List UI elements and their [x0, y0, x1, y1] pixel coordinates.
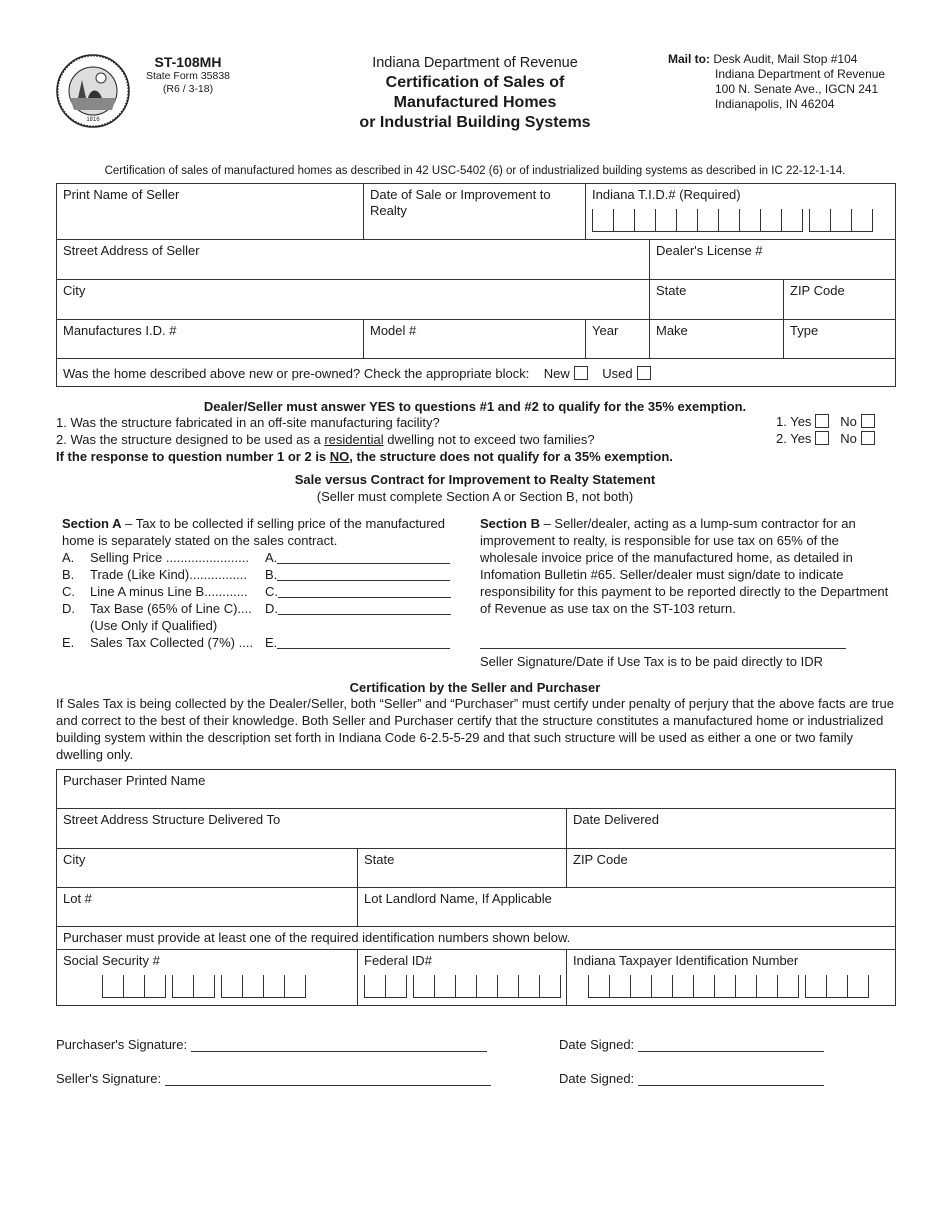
- certification-text: If Sales Tax is being collected by the Dealer/Seller, both “Seller” and “Purchaser” must certify under penalty of perjury that the above facts are true and correct to the best of their knowledge. Both Seller and Purchaser certify that the structure constitutes a manufactured home or industrialized building system within the description set forth in Indiana Code 6-2.5-5-29 and that such structure will be used as either a one or two family dwelling only.: [56, 696, 894, 762]
- title-line-1: Certification of Sales of: [385, 74, 565, 91]
- seller-state-field[interactable]: [650, 280, 784, 320]
- q2-yes-checkbox[interactable]: [815, 431, 829, 445]
- purchaser-zip-label: ZIP Code: [573, 852, 628, 867]
- purchaser-date-label: Date Signed:: [559, 1037, 635, 1052]
- line-a-name: Selling Price .......................: [90, 550, 249, 565]
- question-1: 1. Was the structure fabricated in an off-site manufacturing facility?: [56, 415, 440, 430]
- agency-name: Indiana Department of Revenue: [372, 55, 578, 71]
- sale-vs-contract-subtitle: (Seller must complete Section A or Section B, not both): [316, 489, 634, 504]
- purchaser-info-table: [56, 769, 896, 1006]
- new-preowned-question: Was the home described above new or pre-owned? Check the appropriate block:: [63, 366, 530, 381]
- purchaser-city-label: City: [63, 852, 86, 867]
- date-of-sale-label: Date of Sale or Improvement to Realty: [370, 187, 551, 218]
- seller-street-field[interactable]: [57, 240, 650, 280]
- seller-city-label: City: [63, 283, 86, 298]
- dealer-license-field[interactable]: [650, 240, 896, 280]
- seller-signature-line[interactable]: [165, 1085, 491, 1086]
- ssn-boxes[interactable]: [102, 975, 351, 998]
- itin-label: Indiana Taxpayer Identification Number: [573, 953, 799, 968]
- line-e-input[interactable]: [277, 634, 450, 649]
- seller-zip-label: ZIP Code: [790, 283, 845, 298]
- mail-line-4: Indianapolis, IN 46204: [715, 97, 835, 111]
- q1-no-checkbox[interactable]: [861, 414, 875, 428]
- make-label: Make: [656, 323, 688, 338]
- type-field[interactable]: [784, 320, 896, 359]
- mail-to-label: Mail to:: [668, 52, 710, 66]
- question-2: 2. Was the structure designed to be used as a residential dwelling not to exceed two families?: [56, 432, 595, 447]
- dealer-license-label: Dealer's License #: [656, 243, 763, 258]
- title-line-3: or Industrial Building Systems: [359, 114, 591, 131]
- seller-signature-row: [56, 1071, 491, 1086]
- state-form-number: State Form 35838: [145, 70, 231, 82]
- seller-name-field[interactable]: [57, 184, 364, 240]
- sale-vs-contract-title: Sale versus Contract for Improvement to Realty Statement: [294, 472, 656, 487]
- q1-yes-checkbox[interactable]: [815, 414, 829, 428]
- line-d-name: Tax Base (65% of Line C)....: [90, 601, 252, 616]
- section-b-text: – Seller/dealer, acting as a lump-sum contractor for an improvement to realty, is responsible for use tax on 65% of the wholesale invoice price of the manufactured home, as detailed in Infomation Bulletin #65. Seller/dealer must sign/date to indicate responsibility for this payment to be reported directly to the Department of Revenue as use tax on the ST-103 return.: [480, 516, 889, 616]
- line-d-note: (Use Only if Qualified): [90, 618, 218, 633]
- id-notice: Purchaser must provide at least one of the required identification numbers shown below.: [63, 930, 571, 945]
- title-line-2: Manufactured Homes: [393, 94, 557, 111]
- seller-street-label: Street Address of Seller: [63, 243, 200, 258]
- seller-zip-field[interactable]: [784, 280, 896, 320]
- form-number: ST-108MH: [154, 54, 222, 70]
- form-revision: (R6 / 3-18): [162, 83, 214, 95]
- mail-line-3: 100 N. Senate Ave., IGCN 241: [715, 82, 879, 96]
- exemption-questions-title: Dealer/Seller must answer YES to questions #1 and #2 to qualify for the 35% exemption.: [203, 399, 747, 414]
- landlord-label: Lot Landlord Name, If Applicable: [364, 891, 552, 906]
- seller-city-field[interactable]: [57, 280, 650, 320]
- seller-info-table: [56, 183, 896, 387]
- new-preowned-row: [57, 359, 896, 387]
- make-field[interactable]: [650, 320, 784, 359]
- mail-to-address: [668, 52, 885, 112]
- certification-title: Certification by the Seller and Purchaser: [349, 680, 601, 695]
- itin-boxes[interactable]: [588, 975, 889, 998]
- seal-year: 1816: [86, 117, 100, 123]
- date-delivered-label: Date Delivered: [573, 812, 659, 827]
- purchaser-signature-row: [56, 1037, 487, 1052]
- date-delivered-field[interactable]: [567, 809, 896, 849]
- mail-line-1: Desk Audit, Mail Stop #104: [713, 52, 858, 66]
- purchaser-date-line[interactable]: [638, 1051, 824, 1052]
- section-b: [480, 515, 894, 617]
- section-b-signature-line[interactable]: [480, 648, 846, 649]
- line-d-input[interactable]: [278, 600, 451, 615]
- ssn-field[interactable]: [57, 950, 358, 1006]
- section-a-heading: Section A: [62, 516, 122, 531]
- certification-statement: Certification of sales of manufactured homes as described in 42 USC-5402 (6) or of industrialized building systems as described in IC 22-12-1-14.: [104, 165, 846, 177]
- seller-date-row: [559, 1071, 824, 1086]
- purchaser-state-label: State: [364, 852, 395, 867]
- seller-date-label: Date Signed:: [559, 1071, 635, 1086]
- used-checkbox[interactable]: [637, 366, 651, 380]
- year-label: Year: [592, 323, 619, 338]
- purchaser-city-field[interactable]: [57, 849, 358, 888]
- fein-field[interactable]: [358, 950, 567, 1006]
- section-b-signature-label: Seller Signature/Date if Use Tax is to be paid directly to IDR: [480, 654, 823, 669]
- line-c-input[interactable]: [278, 583, 451, 598]
- section-a: Section A – Tax to be collected if selling price of the manufactured home is separately stated on the sales contract. A. Selling Price ....................... A. B. Trade (Like Kind)................ B. C. Line A minus Line B............ C. D. Tax Base (65% of Line C).... D. (Use Only if Qualified) E. Sales Tax Collected (7%) .... E.: [62, 515, 462, 651]
- section-b-heading: Section B: [480, 516, 540, 531]
- question-2-answer: 2. Yes No: [776, 431, 875, 446]
- line-b-input[interactable]: [277, 566, 450, 581]
- sale-vs-contract-heading: [56, 471, 894, 505]
- purchaser-signature-line[interactable]: [191, 1051, 487, 1052]
- delivery-street-field[interactable]: [57, 809, 567, 849]
- manufacturer-id-field[interactable]: [57, 320, 364, 359]
- seller-tid-boxes[interactable]: [592, 209, 889, 232]
- fein-label: Federal ID#: [364, 953, 432, 968]
- state-seal: [56, 54, 130, 128]
- seller-tid-field[interactable]: [586, 184, 896, 240]
- q2-no-checkbox[interactable]: [861, 431, 875, 445]
- form-title-block: [330, 53, 620, 133]
- delivery-street-label: Street Address Structure Delivered To: [63, 812, 281, 827]
- purchaser-zip-field[interactable]: [567, 849, 896, 888]
- seller-state-label: State: [656, 283, 687, 298]
- itin-field[interactable]: [567, 950, 896, 1006]
- new-checkbox[interactable]: [574, 366, 588, 380]
- purchaser-name-field[interactable]: [57, 770, 896, 809]
- section-a-intro: – Tax to be collected if selling price of the manufactured home is separately stated on the sales contract.: [62, 516, 445, 548]
- seller-signature-label: Seller's Signature:: [56, 1071, 162, 1086]
- question-1-answer: 1. Yes No: [776, 414, 875, 429]
- ssn-label: Social Security #: [63, 953, 160, 968]
- line-a-input[interactable]: [277, 549, 450, 564]
- purchaser-state-field[interactable]: [358, 849, 567, 888]
- lot-field[interactable]: [57, 888, 358, 927]
- id-notice-row: [57, 927, 896, 950]
- used-label: Used: [602, 366, 633, 381]
- type-label: Type: [790, 323, 819, 338]
- line-e-name: Sales Tax Collected (7%) ....: [90, 635, 254, 650]
- landlord-field[interactable]: [358, 888, 896, 927]
- seller-date-line[interactable]: [638, 1085, 824, 1086]
- manufacturer-id-label: Manufactures I.D. #: [63, 323, 177, 338]
- seller-tid-label: Indiana T.I.D.# (Required): [592, 187, 741, 202]
- new-label: New: [543, 366, 570, 381]
- line-c-name: Line A minus Line B............: [90, 584, 248, 599]
- mail-line-2: Indiana Department of Revenue: [715, 67, 886, 81]
- model-label: Model #: [370, 323, 417, 338]
- seller-name-label: Print Name of Seller: [63, 187, 180, 202]
- date-of-sale-field[interactable]: [364, 184, 586, 240]
- form-id-block: [143, 54, 233, 96]
- purchaser-name-label: Purchaser Printed Name: [63, 773, 206, 788]
- purchaser-date-row: [559, 1037, 824, 1052]
- year-field[interactable]: [586, 320, 650, 359]
- lot-label: Lot #: [63, 891, 92, 906]
- purchaser-signature-label: Purchaser's Signature:: [56, 1037, 188, 1052]
- line-b-name: Trade (Like Kind)................: [90, 567, 248, 582]
- model-field[interactable]: [364, 320, 586, 359]
- fein-boxes[interactable]: [364, 975, 560, 998]
- exemption-note: If the response to question number 1 or 2 is NO, the structure does not qualify for a 35% exemption.: [56, 449, 673, 464]
